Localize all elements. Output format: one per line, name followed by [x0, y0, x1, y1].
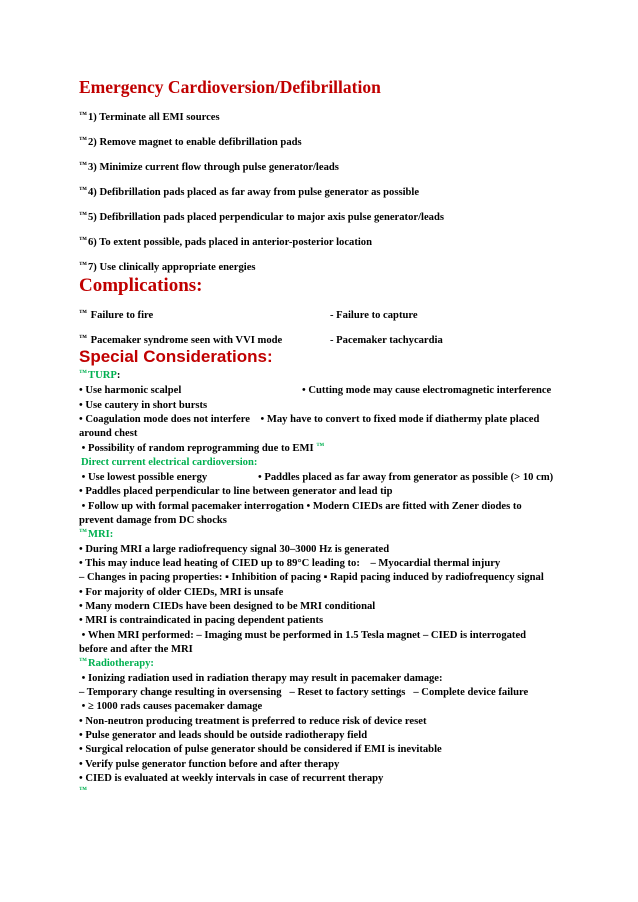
radiotherapy-line: • Verify pulse generator function before and after therapy — [79, 759, 340, 770]
step-4: ™4) Defibrillation pads placed as far away from pulse generator as possible — [79, 185, 420, 198]
mri-line: • During MRI a large radiofrequency signal 30–3000 Hz is generated — [79, 544, 390, 555]
complication-pacemaker-tachycardia: - Pacemaker tachycardia — [330, 335, 443, 346]
dc-line-paddles-far: • Paddles placed as far away from generator as possible (> 10 cm) — [258, 472, 554, 483]
turp-line-harmonic-scalpel: • Use harmonic scalpel — [79, 385, 182, 396]
radiotherapy-line: • Pulse generator and leads should be outside radiotherapy field — [79, 730, 368, 741]
turp-line-coagulation: • Coagulation mode does not interfere • May have to convert to fixed mode if diathermy plate placed — [79, 414, 540, 425]
radiotherapy-line: – Temporary change resulting in oversensing – Reset to factory settings – Complete device failure — [79, 687, 529, 698]
complication-failure-to-fire: ™ Failure to fire — [79, 308, 154, 321]
turp-line-cutting-mode: • Cutting mode may cause electromagnetic interference — [302, 385, 552, 396]
radiotherapy-subheading: ™Radiotherapy: — [79, 656, 154, 669]
dc-cardioversion-subheading: Direct current electrical cardioversion: — [81, 457, 258, 468]
mri-line: – Changes in pacing properties: ▪ Inhibition of pacing ▪ Rapid pacing induced by radiofrequency signal — [79, 572, 544, 583]
step-7: ™7) Use clinically appropriate energies — [79, 260, 256, 273]
dc-line-lowest-energy: • Use lowest possible energy — [79, 472, 208, 483]
step-2: ™2) Remove magnet to enable defibrillation pads — [79, 135, 302, 148]
complications-heading: Complications: — [79, 275, 203, 296]
turp-line-cautery: • Use cautery in short bursts — [79, 400, 208, 411]
step-1: ™1) Terminate all EMI sources — [79, 110, 220, 123]
mri-line: • Many modern CIEDs have been designed to be MRI conditional — [79, 601, 376, 612]
dc-line-follow-up: • Follow up with formal pacemaker interrogation • Modern CIEDs are fitted with Zener diodes to — [79, 501, 522, 512]
turp-subheading: ™TURP: — [79, 368, 121, 381]
radiotherapy-line: • Non-neutron producing treatment is preferred to reduce risk of device reset — [79, 716, 427, 727]
mri-line: • For majority of older CIEDs, MRI is unsafe — [79, 587, 284, 598]
mri-line: • When MRI performed: – Imaging must be performed in 1.5 Tesla magnet – CIED is interrogated — [79, 630, 527, 641]
complication-failure-to-capture: - Failure to capture — [330, 310, 418, 321]
mri-line: before and after the MRI — [79, 644, 193, 655]
dc-line-zener: prevent damage from DC shocks — [79, 515, 227, 526]
step-5: ™5) Defibrillation pads placed perpendicular to major axis pulse generator/leads — [79, 210, 444, 223]
step-3: ™3) Minimize current flow through pulse generator/leads — [79, 160, 339, 173]
radiotherapy-line: • CIED is evaluated at weekly intervals in case of recurrent therapy — [79, 773, 384, 784]
turp-line-around-chest: around chest — [79, 428, 138, 439]
radiotherapy-line: • ≥ 1000 rads causes pacemaker damage — [79, 701, 263, 712]
radiotherapy-line: • Surgical relocation of pulse generator should be considered if EMI is inevitable — [79, 744, 442, 755]
dc-line-paddles-perpendicular: • Paddles placed perpendicular to line between generator and lead tip — [79, 486, 393, 497]
step-6: ™6) To extent possible, pads placed in anterior-posterior location — [79, 235, 372, 248]
special-considerations-heading: Special Considerations: — [79, 347, 273, 366]
trailing-tm-mark: ™ — [79, 785, 87, 794]
complication-pacemaker-syndrome: ™ Pacemaker syndrome seen with VVI mode — [79, 333, 283, 346]
page-title: Emergency Cardioversion/Defibrillation — [79, 77, 381, 97]
mri-subheading: ™MRI: — [79, 527, 114, 540]
mri-line: • This may induce lead heating of CIED up to 89°C leading to: – Myocardial thermal injury — [79, 558, 501, 569]
radiotherapy-line: • Ionizing radiation used in radiation therapy may result in pacemaker damage: — [79, 673, 443, 684]
mri-line: • MRI is contraindicated in pacing dependent patients — [79, 615, 324, 626]
turp-line-reprogramming: • Possibility of random reprogramming due to EMI ™ — [79, 441, 325, 454]
